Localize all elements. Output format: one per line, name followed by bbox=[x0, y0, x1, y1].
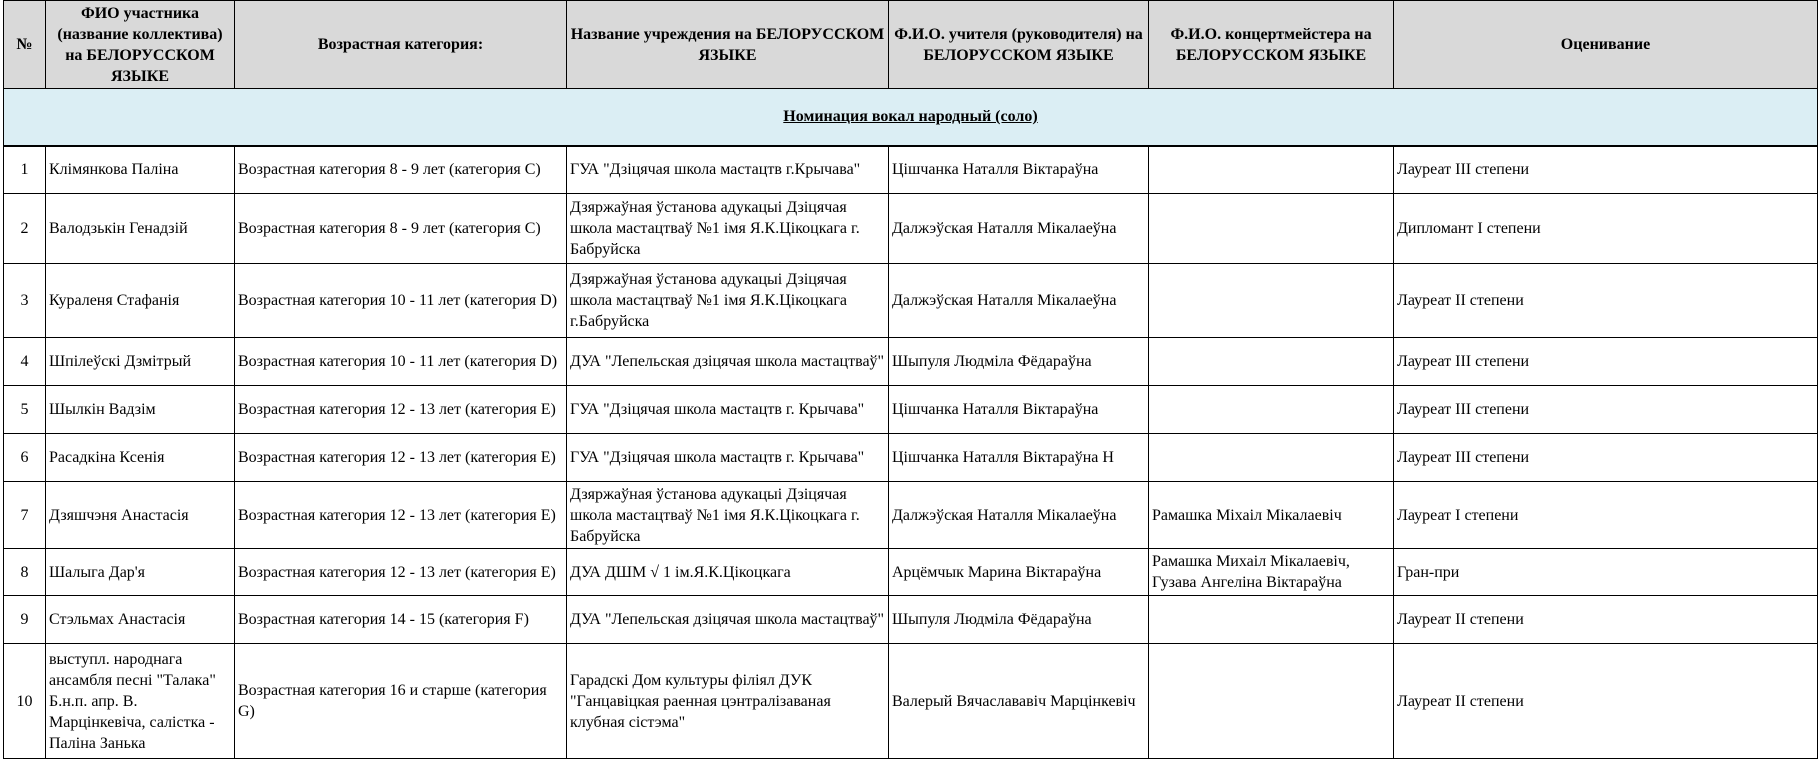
cell-grade: Лауреат III степени bbox=[1394, 146, 1818, 194]
cell-teacher: Далжэўская Наталля Мікалаеўна bbox=[889, 194, 1149, 264]
cell-num: 3 bbox=[4, 264, 46, 338]
cell-age: Возрастная категория 10 - 11 лет (категория D) bbox=[235, 338, 567, 386]
cell-age: Возрастная категория 10 - 11 лет (категория D) bbox=[235, 264, 567, 338]
cell-age: Возрастная категория 8 - 9 лет (категория С) bbox=[235, 146, 567, 194]
cell-num: 7 bbox=[4, 482, 46, 549]
cell-grade: Гран-при bbox=[1394, 549, 1818, 596]
cell-num: 1 bbox=[4, 146, 46, 194]
cell-participant: Расадкіна Ксенія bbox=[46, 434, 235, 482]
header-num: № bbox=[4, 1, 46, 89]
cell-institution: ДУА "Лепельская дзіцячая школа мастацтваў" bbox=[567, 338, 889, 386]
cell-teacher: Валерый Вячаслававіч Марцінкевіч bbox=[889, 644, 1149, 759]
cell-participant: Стэльмах Анастасія bbox=[46, 596, 235, 644]
table-row[interactable] bbox=[4, 386, 1818, 434]
cell-age: Возрастная категория 12 - 13 лет (категория E) bbox=[235, 386, 567, 434]
cell-grade: Лауреат II степени bbox=[1394, 596, 1818, 644]
cell-teacher: Цішчанка Наталля Віктараўна bbox=[889, 146, 1149, 194]
cell-accompanist: Рамашка Міхаіл Мікалаевіч bbox=[1149, 482, 1394, 549]
table-row[interactable] bbox=[4, 338, 1818, 386]
cell-participant: Шылкін Вадзім bbox=[46, 386, 235, 434]
cell-age: Возрастная категория 12 - 13 лет (категория E) bbox=[235, 482, 567, 549]
cell-num: 8 bbox=[4, 549, 46, 596]
cell-grade: Лауреат II степени bbox=[1394, 644, 1818, 759]
cell-institution: ГУА "Дзіцячая школа мастацтв г. Крычава" bbox=[567, 434, 889, 482]
table-row[interactable] bbox=[4, 434, 1818, 482]
cell-participant: выступл. народнага ансамбля песні "Талака" Б.н.п. апр. В. Марцінкевіча, салістка - Паліна Занька bbox=[46, 644, 235, 759]
cell-institution: Дзяржаўная ўстанова адукацыі Дзіцячая школа мастацтваў №1 імя Я.К.Цікоцкага г.Бабруйска bbox=[567, 264, 889, 338]
cell-teacher: Далжэўская Наталля Мікалаеўна bbox=[889, 482, 1149, 549]
cell-accompanist bbox=[1149, 338, 1394, 386]
cell-num: 4 bbox=[4, 338, 46, 386]
section-row bbox=[4, 89, 1818, 146]
cell-institution: Гарадскі Дом культуры філіял ДУК "Ганцавіцкая раенная цэнтралізаваная клубная сістэма" bbox=[567, 644, 889, 759]
cell-institution: Дзяржаўная ўстанова адукацыі Дзіцячая школа мастацтваў №1 імя Я.К.Цікоцкага г. Бабруйска bbox=[567, 482, 889, 549]
table-row[interactable] bbox=[4, 596, 1818, 644]
cell-participant: Дзяшчэня Анастасія bbox=[46, 482, 235, 549]
cell-grade: Лауреат III степени bbox=[1394, 386, 1818, 434]
cell-age: Возрастная категория 14 - 15 (категория F) bbox=[235, 596, 567, 644]
cell-teacher: Цішчанка Наталля Віктараўна Н bbox=[889, 434, 1149, 482]
cell-grade: Лауреат III степени bbox=[1394, 338, 1818, 386]
cell-institution: Дзяржаўная ўстанова адукацыі Дзіцячая школа мастацтваў №1 імя Я.К.Цікоцкага г. Бабруйска bbox=[567, 194, 889, 264]
cell-grade: Лауреат I степени bbox=[1394, 482, 1818, 549]
cell-teacher: Шыпуля Людміла Фёдараўна bbox=[889, 338, 1149, 386]
cell-participant: Шалыга Дар'я bbox=[46, 549, 235, 596]
cell-grade: Дипломант I степени bbox=[1394, 194, 1818, 264]
header-teacher: Ф.И.О. учителя (руководителя) на БЕЛОРУССКОМ ЯЗЫКЕ bbox=[889, 1, 1149, 89]
cell-accompanist bbox=[1149, 434, 1394, 482]
cell-age: Возрастная категория 8 - 9 лет (категория С) bbox=[235, 194, 567, 264]
cell-accompanist bbox=[1149, 194, 1394, 264]
cell-num: 2 bbox=[4, 194, 46, 264]
cell-accompanist bbox=[1149, 146, 1394, 194]
cell-institution: ДУА "Лепельская дзіцячая школа мастацтваў" bbox=[567, 596, 889, 644]
cell-participant: Валодзькін Генадзій bbox=[46, 194, 235, 264]
cell-institution: ГУА "Дзіцячая школа мастацтв г. Крычава" bbox=[567, 386, 889, 434]
cell-accompanist bbox=[1149, 644, 1394, 759]
cell-age: Возрастная категория 12 - 13 лет (категория E) bbox=[235, 549, 567, 596]
cell-grade: Лауреат II степени bbox=[1394, 264, 1818, 338]
cell-num: 5 bbox=[4, 386, 46, 434]
cell-participant: Клімянкова Паліна bbox=[46, 146, 235, 194]
table-row[interactable] bbox=[4, 482, 1818, 549]
cell-institution: ГУА "Дзіцячая школа мастацтв г.Крычава" bbox=[567, 146, 889, 194]
cell-institution: ДУА ДШМ √ 1 ім.Я.К.Цікоцкага bbox=[567, 549, 889, 596]
cell-teacher: Арцёмчык Марина Віктараўна bbox=[889, 549, 1149, 596]
cell-teacher: Далжэўская Наталля Мікалаеўна bbox=[889, 264, 1149, 338]
cell-accompanist bbox=[1149, 596, 1394, 644]
cell-num: 9 bbox=[4, 596, 46, 644]
table-row[interactable] bbox=[4, 194, 1818, 264]
table-row[interactable] bbox=[4, 264, 1818, 338]
cell-participant: Шпілеўскі Дзмітрый bbox=[46, 338, 235, 386]
section-title: Номинация вокал народный (соло) bbox=[4, 89, 1818, 146]
cell-age: Возрастная категория 16 и старше (категория G) bbox=[235, 644, 567, 759]
header-grade: Оценивание bbox=[1394, 1, 1818, 89]
cell-grade: Лауреат III степени bbox=[1394, 434, 1818, 482]
table-row[interactable] bbox=[4, 549, 1818, 596]
header-row bbox=[4, 1, 1818, 89]
header-participant: ФИО участника (название коллектива) на БЕЛОРУССКОМ ЯЗЫКЕ bbox=[46, 1, 235, 89]
header-accompanist: Ф.И.О. концертмейстера на БЕЛОРУССКОМ ЯЗЫКЕ bbox=[1149, 1, 1394, 89]
table-row[interactable] bbox=[4, 146, 1818, 194]
cell-age: Возрастная категория 12 - 13 лет (категория E) bbox=[235, 434, 567, 482]
header-age: Возрастная категория: bbox=[235, 1, 567, 89]
results-table bbox=[3, 0, 1818, 759]
cell-teacher: Шыпуля Людміла Фёдараўна bbox=[889, 596, 1149, 644]
header-institution: Название учреждения на БЕЛОРУССКОМ ЯЗЫКЕ bbox=[567, 1, 889, 89]
cell-participant: Кураленя Стафанія bbox=[46, 264, 235, 338]
cell-accompanist: Рамашка Михаіл Мікалаевіч, Гузава Ангеліна Віктараўна bbox=[1149, 549, 1394, 596]
cell-num: 6 bbox=[4, 434, 46, 482]
cell-accompanist bbox=[1149, 264, 1394, 338]
table-row[interactable] bbox=[4, 644, 1818, 759]
cell-accompanist bbox=[1149, 386, 1394, 434]
cell-teacher: Цішчанка Наталля Віктараўна bbox=[889, 386, 1149, 434]
cell-num: 10 bbox=[4, 644, 46, 759]
